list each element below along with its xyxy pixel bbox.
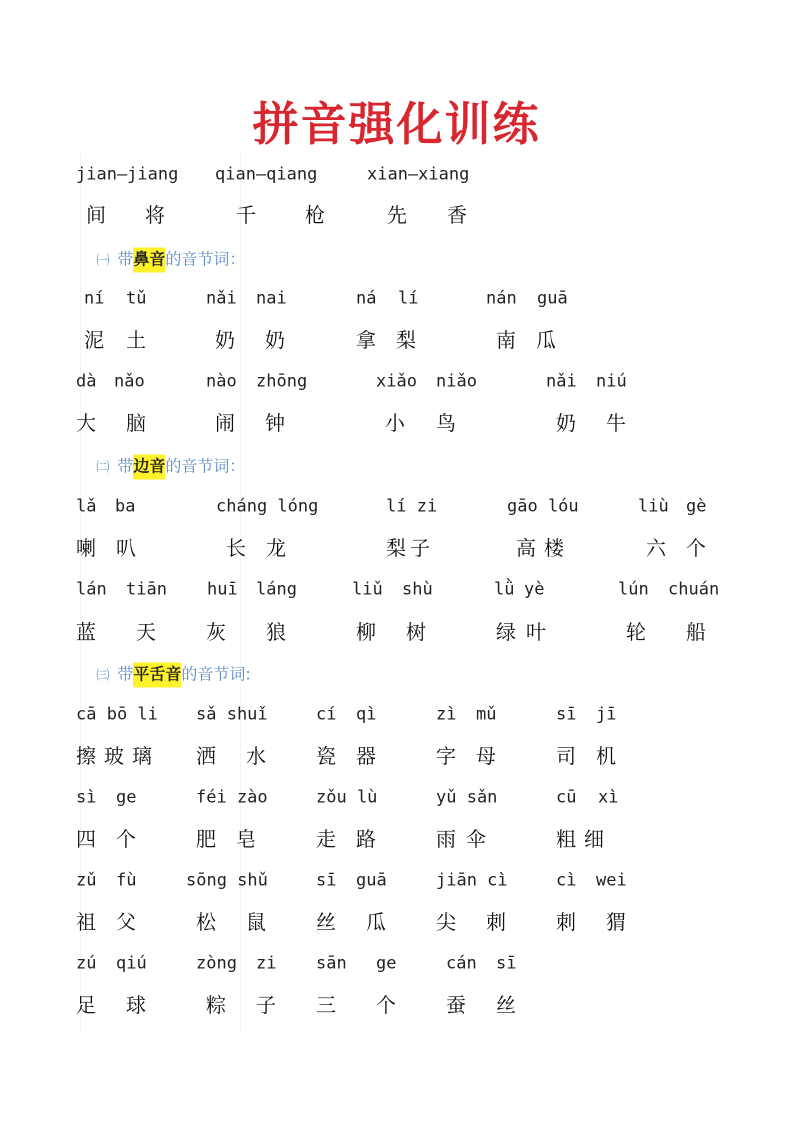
pinyin: ge xyxy=(116,787,137,808)
pinyin: jiān cì xyxy=(436,870,508,891)
hanzi: 祖 xyxy=(76,910,96,934)
pinyin: xiǎo xyxy=(376,371,417,392)
hanzi: 六 xyxy=(646,536,666,560)
pinyin: sǎ shuǐ xyxy=(196,704,268,725)
hanzi: 小 xyxy=(385,411,405,435)
pinyin: wei xyxy=(596,870,627,891)
hanzi: 树 xyxy=(406,620,426,644)
hanzi: 脑 xyxy=(126,411,146,435)
pinyin: zǒu lù xyxy=(316,787,378,808)
hanzi: 大 xyxy=(76,411,96,435)
hanzi: 肥 xyxy=(196,827,216,851)
hanzi: 母 xyxy=(476,744,496,768)
pinyin: chuán xyxy=(668,579,720,600)
hanzi: 字 xyxy=(436,744,456,768)
pinyin: nán xyxy=(486,288,517,309)
pinyin: yè xyxy=(524,579,545,600)
hanzi: 梨 xyxy=(396,328,416,352)
hanzi: 瓜 xyxy=(366,910,386,934)
hanzi: 先 xyxy=(387,203,407,227)
hanzi: 拿 xyxy=(356,328,376,352)
pinyin: liǔ xyxy=(352,579,383,600)
pinyin: zhōng xyxy=(256,371,308,392)
hanzi: 刺 xyxy=(486,910,506,934)
pinyin: zòng xyxy=(196,953,237,974)
hanzi: 狼 xyxy=(266,620,286,644)
heading-suffix: 的音节词： xyxy=(165,249,246,269)
hanzi: 香 xyxy=(447,203,467,227)
pinyin: nǎo xyxy=(114,371,145,392)
pinyin: nai xyxy=(256,288,287,309)
hanzi: 梨 xyxy=(386,536,406,560)
hanzi: 奶 xyxy=(556,411,576,435)
section-heading-flat-tongue xyxy=(76,643,251,704)
hanzi: 璃 xyxy=(132,744,152,768)
pinyin: sān xyxy=(316,953,347,974)
pinyin: fù xyxy=(116,870,137,891)
section-heading-lateral xyxy=(76,435,245,496)
hanzi: 松 xyxy=(196,910,216,934)
hanzi: 粗 xyxy=(556,827,576,851)
pinyin: mǔ xyxy=(476,704,497,725)
hanzi: 细 xyxy=(584,827,604,851)
hanzi: 长 xyxy=(226,536,246,560)
highlighted-term: 边音 xyxy=(133,455,165,480)
hanzi: 闹 xyxy=(215,411,235,435)
pinyin: lán xyxy=(76,579,107,600)
hanzi: 天 xyxy=(136,620,156,644)
hanzi: 柳 xyxy=(356,620,376,644)
pinyin: cū xyxy=(556,787,577,808)
pinyin: ba xyxy=(115,496,136,517)
pinyin: nǎi xyxy=(546,371,577,392)
hanzi: 猬 xyxy=(606,910,626,934)
pinyin-pair: xian—xiang xyxy=(367,164,470,185)
pinyin: gè xyxy=(686,496,707,517)
section-number: ㈡ xyxy=(96,460,110,476)
hanzi: 喇 xyxy=(76,536,96,560)
pinyin: lún xyxy=(618,579,649,600)
hanzi: 路 xyxy=(356,827,376,851)
pinyin: cí xyxy=(316,704,337,725)
pinyin: sī xyxy=(496,953,517,974)
hanzi: 牛 xyxy=(606,411,626,435)
hanzi: 千 xyxy=(236,203,256,227)
pinyin: dà xyxy=(76,371,97,392)
hanzi: 鸟 xyxy=(436,411,456,435)
pinyin: féi zào xyxy=(196,787,268,808)
pinyin: lǜ xyxy=(494,579,515,600)
hanzi: 玻 xyxy=(104,744,124,768)
hanzi: 个 xyxy=(686,536,706,560)
pinyin: sì xyxy=(76,787,97,808)
pinyin: ná xyxy=(356,288,377,309)
hanzi: 高 xyxy=(516,536,536,560)
pinyin: láng xyxy=(256,579,297,600)
hanzi: 将 xyxy=(145,203,165,227)
hanzi: 机 xyxy=(596,744,616,768)
pinyin: tiān xyxy=(126,579,167,600)
pinyin: zì xyxy=(436,704,457,725)
hanzi: 丝 xyxy=(316,910,336,934)
hanzi: 水 xyxy=(246,744,266,768)
pinyin: qiú xyxy=(116,953,147,974)
pinyin: ní xyxy=(84,288,105,309)
page-title: 拼音强化训练 xyxy=(252,97,541,151)
hanzi: 个 xyxy=(116,827,136,851)
hanzi: 瓜 xyxy=(536,328,556,352)
pinyin: cā bō li xyxy=(76,704,158,725)
hanzi: 三 xyxy=(316,993,336,1017)
pinyin-pair: qian—qiang xyxy=(215,164,318,185)
hanzi: 鼠 xyxy=(246,910,266,934)
hanzi: 走 xyxy=(316,827,336,851)
pinyin: nào xyxy=(206,371,237,392)
pinyin: gāo lóu xyxy=(507,496,579,517)
hanzi: 尖 xyxy=(436,910,456,934)
pinyin: lí zi xyxy=(386,496,438,517)
heading-prefix: 带 xyxy=(117,664,134,684)
pinyin: huī xyxy=(207,579,238,600)
hanzi: 雨 xyxy=(436,827,456,851)
hanzi: 擦 xyxy=(76,744,96,768)
pinyin: zǔ xyxy=(76,870,97,891)
heading-prefix: 带 xyxy=(117,249,134,269)
hanzi: 洒 xyxy=(196,744,216,768)
hanzi: 奶 xyxy=(265,328,285,352)
hanzi: 轮 xyxy=(626,620,646,644)
hanzi: 蚕 xyxy=(446,993,466,1017)
hanzi: 足 xyxy=(76,993,96,1017)
pinyin: lí xyxy=(398,288,419,309)
heading-suffix: 的音节词： xyxy=(165,456,246,476)
pinyin: zú xyxy=(76,953,97,974)
hanzi: 父 xyxy=(116,910,136,934)
pinyin: sī xyxy=(316,870,337,891)
pinyin: tǔ xyxy=(126,288,147,309)
section-number: ㈠ xyxy=(96,253,110,269)
pinyin: sōng shǔ xyxy=(186,870,268,891)
hanzi: 瓷 xyxy=(316,744,336,768)
highlighted-term: 鼻音 xyxy=(133,248,165,273)
hanzi: 司 xyxy=(556,744,576,768)
hanzi: 子 xyxy=(256,993,276,1017)
pinyin: guā xyxy=(356,870,387,891)
pinyin: yǔ sǎn xyxy=(436,787,498,808)
hanzi: 龙 xyxy=(266,536,286,560)
hanzi: 个 xyxy=(376,993,396,1017)
hanzi: 叭 xyxy=(116,536,136,560)
section-number: ㈢ xyxy=(96,668,110,684)
hanzi: 绿 xyxy=(496,620,516,644)
hanzi: 叶 xyxy=(526,620,546,644)
hanzi: 刺 xyxy=(556,910,576,934)
hanzi: 泥 xyxy=(84,328,104,352)
pinyin: jī xyxy=(596,704,617,725)
hanzi: 粽 xyxy=(206,993,226,1017)
pinyin: ge xyxy=(376,953,397,974)
hanzi: 钟 xyxy=(265,411,285,435)
pinyin: zi xyxy=(256,953,277,974)
section-heading-nasal xyxy=(76,228,245,289)
pinyin: cán xyxy=(446,953,477,974)
pinyin: sī xyxy=(556,704,577,725)
heading-suffix: 的音节词: xyxy=(181,664,251,684)
hanzi: 皂 xyxy=(236,827,256,851)
hanzi: 子 xyxy=(410,536,430,560)
hanzi: 伞 xyxy=(466,827,486,851)
hanzi: 南 xyxy=(496,328,516,352)
hanzi: 球 xyxy=(126,993,146,1017)
heading-prefix: 带 xyxy=(117,456,134,476)
pinyin: xì xyxy=(598,787,619,808)
hanzi: 蓝 xyxy=(76,620,96,644)
hanzi: 四 xyxy=(76,827,96,851)
highlighted-term: 平舌音 xyxy=(133,663,181,688)
hanzi: 器 xyxy=(356,744,376,768)
hanzi: 灰 xyxy=(206,620,226,644)
pinyin: cháng lóng xyxy=(216,496,319,517)
pinyin: nǎi xyxy=(206,288,237,309)
hanzi: 土 xyxy=(126,328,146,352)
hanzi: 船 xyxy=(686,620,706,644)
hanzi: 丝 xyxy=(496,993,516,1017)
pinyin: niú xyxy=(596,371,627,392)
hanzi: 楼 xyxy=(544,536,564,560)
hanzi: 间 xyxy=(86,203,106,227)
pinyin: niǎo xyxy=(436,371,477,392)
pinyin: shù xyxy=(402,579,433,600)
hanzi: 枪 xyxy=(305,203,325,227)
pinyin: liù xyxy=(638,496,669,517)
pinyin: lǎ xyxy=(76,496,97,517)
pinyin: cì xyxy=(556,870,577,891)
pinyin-pair: jian—jiang xyxy=(76,164,179,185)
pinyin: qì xyxy=(356,704,377,725)
hanzi: 奶 xyxy=(215,328,235,352)
pinyin: guā xyxy=(537,288,568,309)
